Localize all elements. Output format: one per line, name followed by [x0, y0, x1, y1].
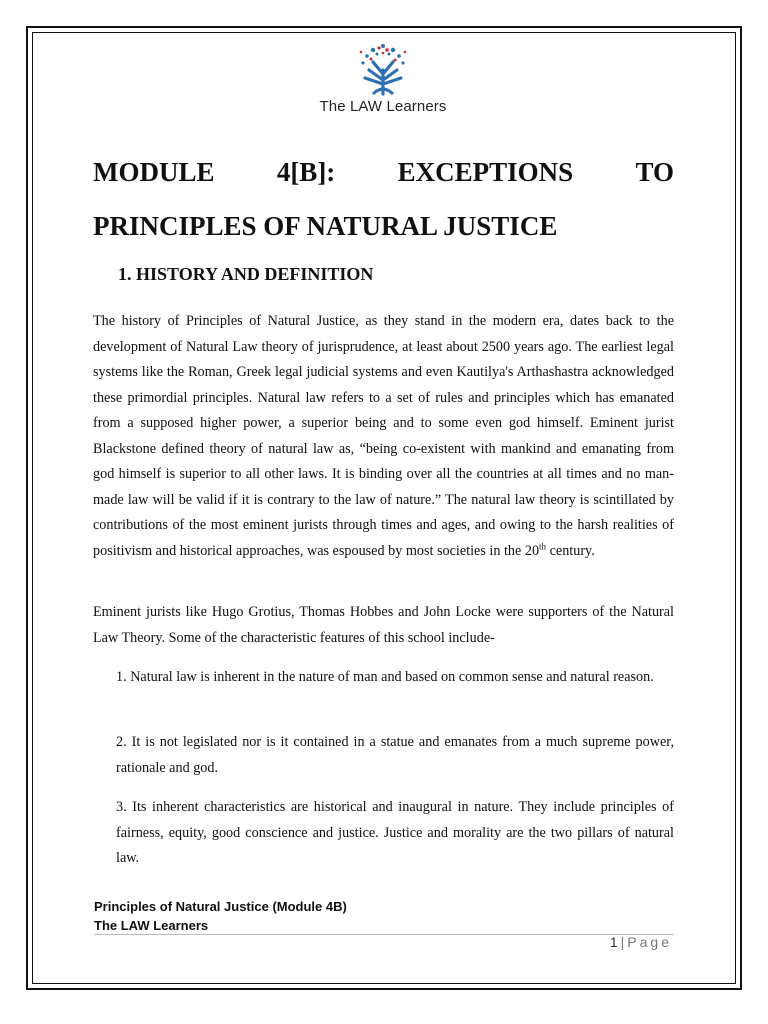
logo-text: The LAW Learners: [319, 98, 447, 115]
tree-hands-logo-icon: [343, 40, 423, 96]
paragraph-jurists: Eminent jurists like Hugo Grotius, Thomas Hobbes and John Locke were supporters of the Natural Law Theory. Some of the characteristic features of this school include-: [93, 604, 674, 646]
paragraph-text: century.: [546, 542, 595, 559]
section-heading: 1. HISTORY AND DEFINITION: [118, 264, 374, 284]
title-word: MODULE: [93, 157, 215, 187]
title-word: EXCEPTIONS: [397, 157, 574, 187]
footer-title: Principles of Natural Justice (Module 4B): [94, 899, 347, 914]
footer-org: The LAW Learners: [94, 918, 209, 933]
page-number: [610, 934, 672, 950]
logo: [318, 40, 448, 120]
title-line-2: PRINCIPLES OF NATURAL JUSTICE: [93, 211, 558, 241]
footer: [94, 897, 347, 935]
page-title: [93, 145, 674, 253]
page-label: Page: [627, 934, 672, 950]
footer-divider: [94, 934, 674, 935]
title-word: TO: [635, 157, 674, 187]
list-item: 2. It is not legislated nor is it contained in a statue and emanates from a much supreme power, rationale and god.: [116, 734, 674, 776]
paragraph-history: [93, 309, 674, 564]
list-item: 3. Its inherent characteristics are historical and inaugural in nature. They include principles of fairness, equity, good conscience and justice. Justice and morality are the two pillars of natural law.: [116, 799, 674, 866]
title-word: 4[B]:: [276, 157, 336, 187]
title-line-1: [93, 145, 674, 199]
paragraph-text: The history of Principles of Natural Justice, as they stand in the modern era, dates back to the development of Natural Law theory of jurisprudence, at least about 2500 years ago. The earliest legal systems like the Roman, Greek legal judicial systems and even Kautilya's Arthashastra acknowledged these primordial principles. Natural law refers to a set of rules and principles which has emanated from a supposed higher power, a superior being and to some even god himself. Eminent jurist Blackstone defined theory of natural law as, “being co-existent with mankind and emanating from god himself is superior to all other laws. It is binding over all the countries at all times and no man-made law will be valid if it is contrary to the law of nature.” The natural law theory is scintillated by contributions of the most eminent jurists through times and ages, and owing to the harsh realities of positivism and historical approaches, was espoused by most societies in the 20: [93, 313, 674, 559]
list-item: 1. Natural law is inherent in the nature of man and based on common sense and natural reason.: [116, 669, 654, 685]
superscript: th: [539, 540, 547, 551]
page-number-value: 1: [609, 934, 618, 950]
page-separator: |: [620, 934, 625, 950]
